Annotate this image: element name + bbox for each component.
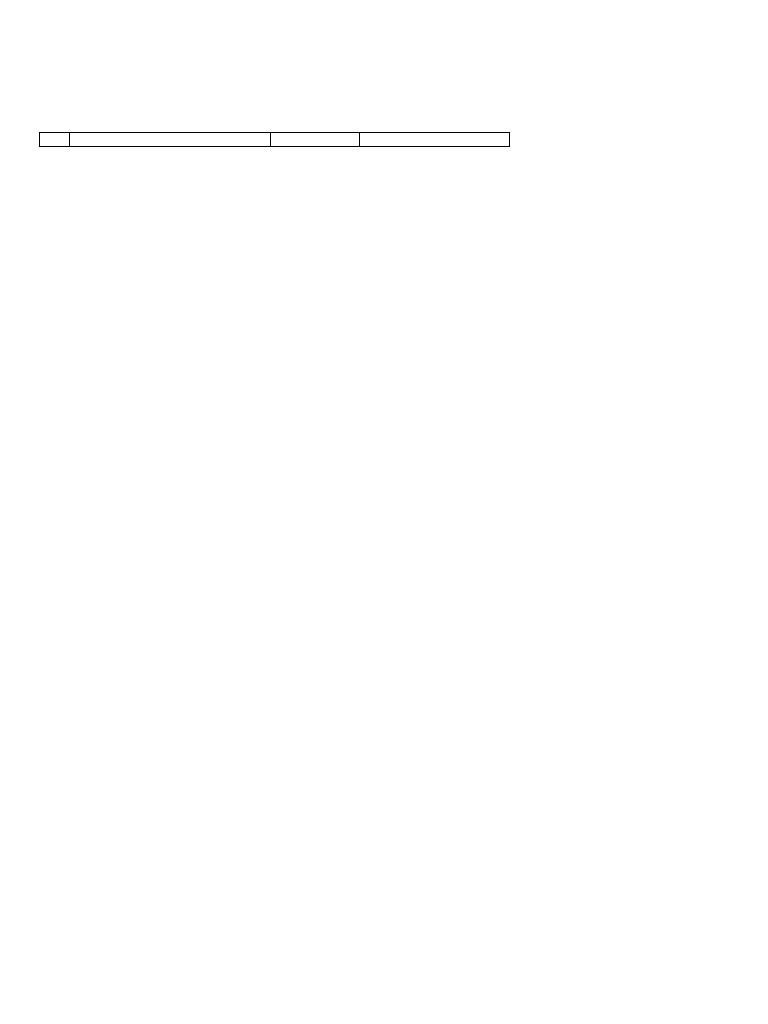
table-header-row: [40, 133, 510, 147]
header-number: [40, 133, 70, 147]
header-accounts: [70, 133, 271, 147]
header-amount: [271, 133, 360, 147]
header-notes: [360, 133, 510, 147]
accounts-table: [39, 132, 510, 147]
